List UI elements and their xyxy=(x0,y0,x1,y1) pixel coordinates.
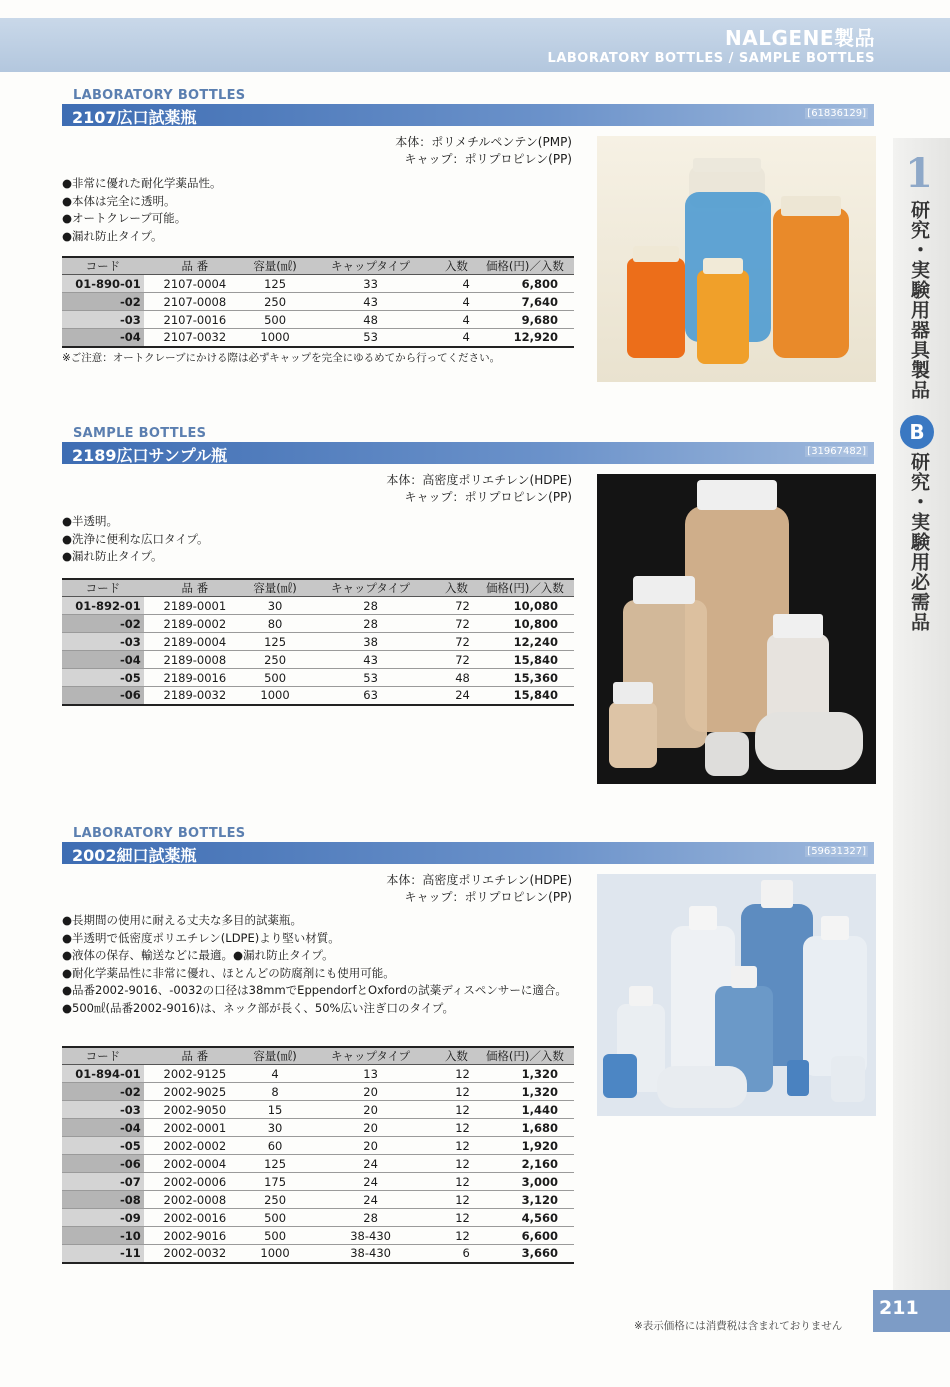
col-header: コード xyxy=(62,579,144,597)
cell-code: -02 xyxy=(62,615,144,633)
chapter-number: 1 xyxy=(905,150,933,197)
table-row xyxy=(62,1209,574,1227)
material-spec xyxy=(352,134,572,168)
cell-price: 6,800 xyxy=(476,275,574,293)
cell-cap: 53 xyxy=(304,329,437,347)
product-title: 2107広口試薬瓶 xyxy=(72,108,197,127)
cell-code: -02 xyxy=(62,1083,144,1101)
cell-qty: 12 xyxy=(437,1173,476,1191)
cell-qty: 4 xyxy=(437,329,476,347)
cell-volume: 15 xyxy=(246,1101,304,1119)
cell-cap: 20 xyxy=(304,1101,437,1119)
cell-price: 3,120 xyxy=(476,1191,574,1209)
cell-volume: 250 xyxy=(246,1191,304,1209)
cell-volume: 80 xyxy=(246,615,304,633)
cell-volume: 250 xyxy=(246,651,304,669)
cell-part: 2002-0006 xyxy=(144,1173,246,1191)
spec-table xyxy=(62,256,574,348)
col-header: 価格(円)／入数 xyxy=(476,579,574,597)
cell-cap: 24 xyxy=(304,1173,437,1191)
cell-code: -09 xyxy=(62,1209,144,1227)
cell-qty: 72 xyxy=(437,633,476,651)
cell-part: 2189-0016 xyxy=(144,669,246,687)
col-header: 価格(円)／入数 xyxy=(476,1047,574,1065)
cell-volume: 175 xyxy=(246,1173,304,1191)
cell-volume: 500 xyxy=(246,1227,304,1245)
table-row xyxy=(62,1245,574,1263)
col-header: 品 番 xyxy=(144,257,246,275)
cell-price: 10,800 xyxy=(476,615,574,633)
cell-qty: 6 xyxy=(437,1245,476,1263)
material-cap: キャップ：ポリプロピレン(PP) xyxy=(404,152,572,166)
material-cap: キャップ：ポリプロピレン(PP) xyxy=(404,890,572,904)
table-row xyxy=(62,597,574,615)
section-kicker: LABORATORY BOTTLES xyxy=(73,826,246,841)
col-header: 品 番 xyxy=(144,1047,246,1065)
cell-code: 01-892-01 xyxy=(62,597,144,615)
cell-part: 2107-0032 xyxy=(144,329,246,347)
feature-item: ● 漏れ防止タイプ。 xyxy=(62,548,582,566)
cell-part: 2002-0016 xyxy=(144,1209,246,1227)
section-title-bar xyxy=(62,842,874,864)
table-row xyxy=(62,615,574,633)
material-spec xyxy=(352,872,572,906)
feature-item: ● 漏れ防止タイプ。 xyxy=(62,228,582,246)
product-section-2107 xyxy=(62,88,874,378)
feature-item: ● 洗浄に便利な広口タイプ。 xyxy=(62,531,582,549)
table-row xyxy=(62,1227,574,1245)
header-band xyxy=(0,18,950,72)
cell-qty: 12 xyxy=(437,1065,476,1083)
cell-part: 2002-0032 xyxy=(144,1245,246,1263)
feature-item: ● 半透明で低密度ポリエチレン(LDPE)より堅い材質。 xyxy=(62,930,582,948)
cell-part: 2002-0002 xyxy=(144,1137,246,1155)
cell-price: 12,240 xyxy=(476,633,574,651)
table-row xyxy=(62,1083,574,1101)
cell-cap: 13 xyxy=(304,1065,437,1083)
table-row xyxy=(62,293,574,311)
cell-part: 2002-0004 xyxy=(144,1155,246,1173)
cell-code: -03 xyxy=(62,311,144,329)
table-row xyxy=(62,651,574,669)
cell-code: 01-894-01 xyxy=(62,1065,144,1083)
col-header: 入数 xyxy=(437,257,476,275)
col-header: 容量(㎖) xyxy=(246,579,304,597)
product-title: 2189広口サンプル瓶 xyxy=(72,446,228,465)
cell-price: 1,320 xyxy=(476,1065,574,1083)
feature-item: ● 液体の保存、輸送などに最適。●漏れ防止タイプ。 xyxy=(62,947,582,965)
table-row xyxy=(62,687,574,705)
feature-item: ● 本体は完全に透明。 xyxy=(62,193,582,211)
cell-price: 10,080 xyxy=(476,597,574,615)
cell-code: -04 xyxy=(62,651,144,669)
cell-cap: 53 xyxy=(304,669,437,687)
col-header: 入数 xyxy=(437,579,476,597)
table-row xyxy=(62,669,574,687)
col-header: 品 番 xyxy=(144,579,246,597)
material-body: 本体：高密度ポリエチレン(HDPE) xyxy=(386,473,572,487)
cell-part: 2189-0008 xyxy=(144,651,246,669)
col-header: コード xyxy=(62,257,144,275)
feature-item: ● 長期間の使用に耐える丈夫な多目的試薬瓶。 xyxy=(62,912,582,930)
cell-qty: 72 xyxy=(437,651,476,669)
product-photo-narrow-mouth-bottles xyxy=(597,874,876,1116)
feature-item: ● 品番2002-9016、-0032の口径は38mmでEppendorfとOxfordの試薬ディスペンサーに適合。 xyxy=(62,982,582,1000)
section-kicker: SAMPLE BOTTLES xyxy=(73,426,207,441)
table-row xyxy=(62,633,574,651)
cell-code: -07 xyxy=(62,1173,144,1191)
cell-qty: 12 xyxy=(437,1227,476,1245)
col-header: 容量(㎖) xyxy=(246,257,304,275)
product-photo-hdpe-sample-bottles xyxy=(597,474,876,784)
cell-cap: 20 xyxy=(304,1083,437,1101)
cell-code: -03 xyxy=(62,633,144,651)
cell-code: 01-890-01 xyxy=(62,275,144,293)
feature-item: ● 非常に優れた耐化学薬品性。 xyxy=(62,175,582,193)
cell-part: 2107-0008 xyxy=(144,293,246,311)
cell-code: -03 xyxy=(62,1101,144,1119)
cell-cap: 38-430 xyxy=(304,1245,437,1263)
cell-cap: 20 xyxy=(304,1137,437,1155)
product-section-2189 xyxy=(62,426,874,786)
cell-price: 7,640 xyxy=(476,293,574,311)
col-header: 容量(㎖) xyxy=(246,1047,304,1065)
cell-volume: 60 xyxy=(246,1137,304,1155)
cell-cap: 63 xyxy=(304,687,437,705)
cell-price: 1,320 xyxy=(476,1083,574,1101)
table-row xyxy=(62,1173,574,1191)
cell-qty: 24 xyxy=(437,687,476,705)
cell-cap: 43 xyxy=(304,651,437,669)
cell-cap: 43 xyxy=(304,293,437,311)
product-title: 2002細口試薬瓶 xyxy=(72,846,197,865)
cell-cap: 38-430 xyxy=(304,1227,437,1245)
cell-code: -02 xyxy=(62,293,144,311)
cell-price: 1,680 xyxy=(476,1119,574,1137)
cell-qty: 72 xyxy=(437,615,476,633)
table-row xyxy=(62,1137,574,1155)
chapter-title: 研究・実験用器具製品 xyxy=(908,200,930,400)
cell-qty: 72 xyxy=(437,597,476,615)
cell-qty: 48 xyxy=(437,669,476,687)
feature-list xyxy=(62,513,582,566)
cell-cap: 24 xyxy=(304,1191,437,1209)
cell-part: 2002-9125 xyxy=(144,1065,246,1083)
feature-item: ● オートクレーブ可能。 xyxy=(62,210,582,228)
section-badge: B xyxy=(900,415,934,449)
cell-volume: 125 xyxy=(246,1155,304,1173)
cell-part: 2189-0004 xyxy=(144,633,246,651)
cell-code: -05 xyxy=(62,669,144,687)
cell-price: 15,840 xyxy=(476,687,574,705)
feature-list xyxy=(62,175,582,245)
material-body: 本体：高密度ポリエチレン(HDPE) xyxy=(386,873,572,887)
material-spec xyxy=(352,472,572,506)
feature-list xyxy=(62,912,582,1017)
col-header: コード xyxy=(62,1047,144,1065)
cell-part: 2002-9016 xyxy=(144,1227,246,1245)
cell-qty: 12 xyxy=(437,1119,476,1137)
cell-volume: 500 xyxy=(246,669,304,687)
cell-cap: 28 xyxy=(304,615,437,633)
cell-code: -05 xyxy=(62,1137,144,1155)
cell-price: 12,920 xyxy=(476,329,574,347)
cell-part: 2107-0016 xyxy=(144,311,246,329)
cell-part: 2002-0008 xyxy=(144,1191,246,1209)
cell-code: -06 xyxy=(62,1155,144,1173)
col-header: 価格(円)／入数 xyxy=(476,257,574,275)
col-header: 入数 xyxy=(437,1047,476,1065)
cell-volume: 125 xyxy=(246,275,304,293)
material-body: 本体：ポリメチルペンテン(PMP) xyxy=(395,135,572,149)
cell-cap: 28 xyxy=(304,597,437,615)
cell-volume: 1000 xyxy=(246,687,304,705)
cell-volume: 500 xyxy=(246,311,304,329)
product-section-2002 xyxy=(62,826,874,1266)
section-title: 研究・実験用必需品 xyxy=(908,452,930,632)
cell-part: 2189-0032 xyxy=(144,687,246,705)
section-title-bar xyxy=(62,442,874,464)
section-title-bar xyxy=(62,104,874,126)
material-cap: キャップ：ポリプロピレン(PP) xyxy=(404,490,572,504)
cell-price: 3,000 xyxy=(476,1173,574,1191)
cell-qty: 4 xyxy=(437,293,476,311)
feature-item: ● 500㎖(品番2002-9016)は、ネック部が長く、50%広い注ぎ口のタイプ。 xyxy=(62,1000,582,1018)
cell-qty: 12 xyxy=(437,1083,476,1101)
spec-table xyxy=(62,1046,574,1264)
cell-qty: 12 xyxy=(437,1155,476,1173)
cell-volume: 30 xyxy=(246,597,304,615)
cell-cap: 38 xyxy=(304,633,437,651)
col-header: キャップタイプ xyxy=(304,1047,437,1065)
cell-price: 2,160 xyxy=(476,1155,574,1173)
cell-volume: 8 xyxy=(246,1083,304,1101)
cell-volume: 1000 xyxy=(246,329,304,347)
brand-title: NALGENE製品 xyxy=(725,26,875,50)
feature-item: ● 耐化学薬品性に非常に優れ、ほとんどの防腐剤にも使用可能。 xyxy=(62,965,582,983)
cell-price: 3,660 xyxy=(476,1245,574,1263)
cell-price: 15,360 xyxy=(476,669,574,687)
cell-qty: 4 xyxy=(437,275,476,293)
cell-qty: 12 xyxy=(437,1101,476,1119)
cell-price: 15,840 xyxy=(476,651,574,669)
table-row xyxy=(62,329,574,347)
cell-part: 2002-0001 xyxy=(144,1119,246,1137)
cell-code: -06 xyxy=(62,687,144,705)
col-header: キャップタイプ xyxy=(304,579,437,597)
table-row xyxy=(62,1191,574,1209)
cell-volume: 4 xyxy=(246,1065,304,1083)
cell-cap: 33 xyxy=(304,275,437,293)
cell-part: 2002-9050 xyxy=(144,1101,246,1119)
cell-volume: 30 xyxy=(246,1119,304,1137)
page-number: 211 xyxy=(873,1290,950,1332)
autoclave-note: ※ご注意：オートクレーブにかける際は必ずキャップを完全にゆるめてから行ってください。 xyxy=(62,352,501,364)
spec-table xyxy=(62,578,574,706)
catalog-code: [59631327] xyxy=(807,846,866,857)
cell-volume: 1000 xyxy=(246,1245,304,1263)
catalog-code: [61836129] xyxy=(807,108,866,119)
section-kicker: LABORATORY BOTTLES xyxy=(73,88,246,103)
cell-volume: 125 xyxy=(246,633,304,651)
cell-qty: 12 xyxy=(437,1191,476,1209)
table-row xyxy=(62,1101,574,1119)
cell-qty: 12 xyxy=(437,1137,476,1155)
feature-item: ● 半透明。 xyxy=(62,513,582,531)
cell-cap: 24 xyxy=(304,1155,437,1173)
cell-price: 4,560 xyxy=(476,1209,574,1227)
table-row xyxy=(62,1119,574,1137)
cell-code: -10 xyxy=(62,1227,144,1245)
cell-part: 2189-0002 xyxy=(144,615,246,633)
tax-footnote: ※表示価格には消費税は含まれておりません xyxy=(634,1320,843,1332)
table-row xyxy=(62,311,574,329)
cell-qty: 4 xyxy=(437,311,476,329)
cell-price: 9,680 xyxy=(476,311,574,329)
cell-part: 2002-9025 xyxy=(144,1083,246,1101)
cell-part: 2107-0004 xyxy=(144,275,246,293)
cell-volume: 250 xyxy=(246,293,304,311)
product-photo-pmp-bottles xyxy=(597,136,876,382)
table-row xyxy=(62,1065,574,1083)
cell-cap: 48 xyxy=(304,311,437,329)
table-row xyxy=(62,1155,574,1173)
cell-part: 2189-0001 xyxy=(144,597,246,615)
catalog-code: [31967482] xyxy=(807,446,866,457)
cell-price: 1,440 xyxy=(476,1101,574,1119)
cell-price: 6,600 xyxy=(476,1227,574,1245)
cell-code: -04 xyxy=(62,329,144,347)
table-row xyxy=(62,275,574,293)
cell-qty: 12 xyxy=(437,1209,476,1227)
header-subtitle: LABORATORY BOTTLES / SAMPLE BOTTLES xyxy=(547,51,875,66)
cell-code: -11 xyxy=(62,1245,144,1263)
cell-volume: 500 xyxy=(246,1209,304,1227)
cell-code: -04 xyxy=(62,1119,144,1137)
cell-code: -08 xyxy=(62,1191,144,1209)
col-header: キャップタイプ xyxy=(304,257,437,275)
cell-cap: 20 xyxy=(304,1119,437,1137)
cell-cap: 28 xyxy=(304,1209,437,1227)
cell-price: 1,920 xyxy=(476,1137,574,1155)
